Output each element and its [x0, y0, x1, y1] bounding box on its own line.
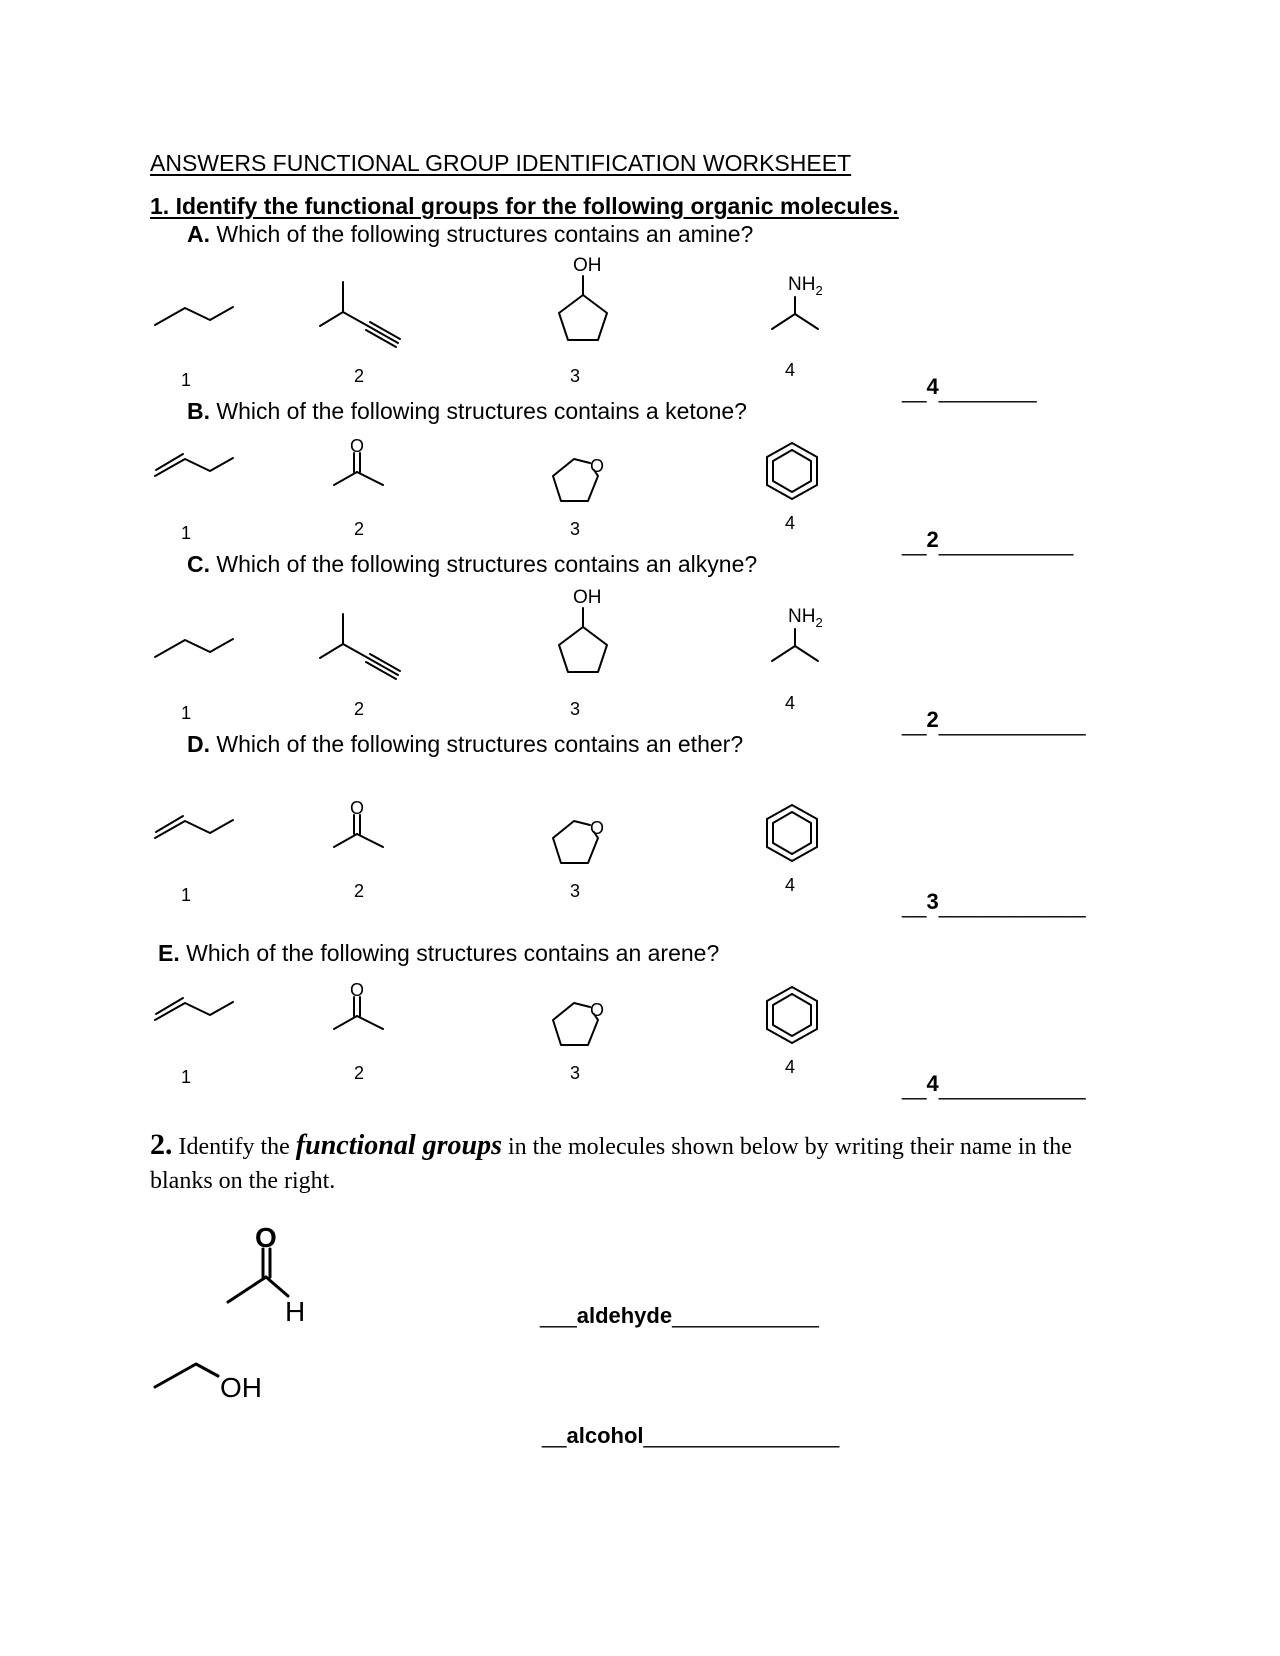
o-label-aldehyde: O: [255, 1222, 277, 1253]
benzene-structure-d: [767, 805, 817, 861]
nh2-label-a: $NH_2$: [788, 274, 823, 298]
num-e-4: 4: [785, 1057, 796, 1077]
answer-b[interactable]: __2___________: [902, 527, 1074, 556]
num-c-4: 4: [785, 693, 796, 713]
worksheet-title: ANSWERS FUNCTIONAL GROUP IDENTIFICATION WORKSHEET: [150, 150, 852, 176]
num-b-2: 2: [354, 519, 365, 539]
butane-structure: [155, 307, 233, 325]
answer-alcohol[interactable]: __alcohol________________: [542, 1423, 840, 1448]
num-e-2: 2: [354, 1063, 365, 1083]
amine-structure: [772, 297, 818, 329]
answer-d[interactable]: __3____________: [902, 889, 1086, 918]
acetone-structure-e: [334, 997, 383, 1029]
benzene-structure-e: [767, 987, 817, 1043]
o-label-d: O: [350, 798, 365, 818]
num-c-1: 1: [181, 703, 192, 723]
o-label-b: O: [350, 436, 365, 456]
o-label-e: O: [350, 980, 365, 1000]
num-a-4: 4: [785, 360, 796, 380]
num-d-3: 3: [570, 881, 581, 901]
num-d-1: 1: [181, 885, 192, 905]
oh-label-a: OH: [573, 255, 602, 276]
o-label-thf-e: O: [590, 1000, 605, 1020]
question-d: D. Which of the following structures contains an ether?: [187, 731, 744, 757]
ethanol-structure: [155, 1364, 218, 1387]
o-label-thf-d: O: [590, 818, 605, 838]
answer-c[interactable]: __2____________: [902, 707, 1086, 736]
num-b-4: 4: [785, 513, 796, 533]
question-c: C. Which of the following structures contains an alkyne?: [187, 551, 758, 577]
answer-a[interactable]: __4________: [902, 374, 1037, 403]
amine-structure-c: [772, 629, 818, 661]
butane-structure-c: [155, 639, 233, 657]
answer-e[interactable]: __4____________: [902, 1071, 1086, 1100]
num-e-1: 1: [181, 1067, 192, 1087]
alkyne-structure: [320, 282, 400, 347]
num-d-4: 4: [785, 875, 796, 895]
butene-structure-e: [155, 998, 233, 1020]
butene-structure-d: [155, 816, 233, 838]
acetaldehyde-structure: [228, 1249, 288, 1302]
oh-label-c: OH: [573, 587, 602, 608]
question-a: A. Which of the following structures contains an amine?: [187, 221, 754, 247]
question-e: E. Which of the following structures contains an arene?: [158, 940, 720, 966]
o-label-thf-b: O: [590, 456, 605, 476]
h-label-aldehyde: H: [285, 1296, 306, 1327]
num-b-3: 3: [570, 519, 581, 539]
oh-label-ethanol: OH: [220, 1372, 262, 1403]
cyclopentanol-structure: [559, 276, 607, 340]
answer-aldehyde[interactable]: ___aldehyde____________: [540, 1303, 819, 1328]
butene-structure: [155, 454, 233, 476]
num-a-3: 3: [570, 366, 581, 386]
acetone-structure: [334, 453, 383, 485]
benzene-structure: [767, 443, 817, 499]
question-b: B. Which of the following structures contains a ketone?: [187, 398, 747, 424]
nh2-label-c: $NH_2$: [788, 606, 823, 630]
num-d-2: 2: [354, 881, 365, 901]
num-b-1: 1: [181, 523, 192, 543]
num-a-2: 2: [354, 366, 365, 386]
cyclopentanol-structure-c: [559, 608, 607, 672]
section2-heading: 2. Identify the functional groups in the molecules shown below by writing their name in the blanks on the right.: [150, 1128, 1072, 1194]
num-a-1: 1: [181, 370, 192, 390]
acetone-structure-d: [334, 815, 383, 847]
section1-heading: 1. Identify the functional groups for the following organic molecules.: [150, 193, 899, 219]
num-c-2: 2: [354, 699, 365, 719]
num-c-3: 3: [570, 699, 581, 719]
alkyne-structure-c: [320, 614, 400, 679]
num-e-3: 3: [570, 1063, 581, 1083]
